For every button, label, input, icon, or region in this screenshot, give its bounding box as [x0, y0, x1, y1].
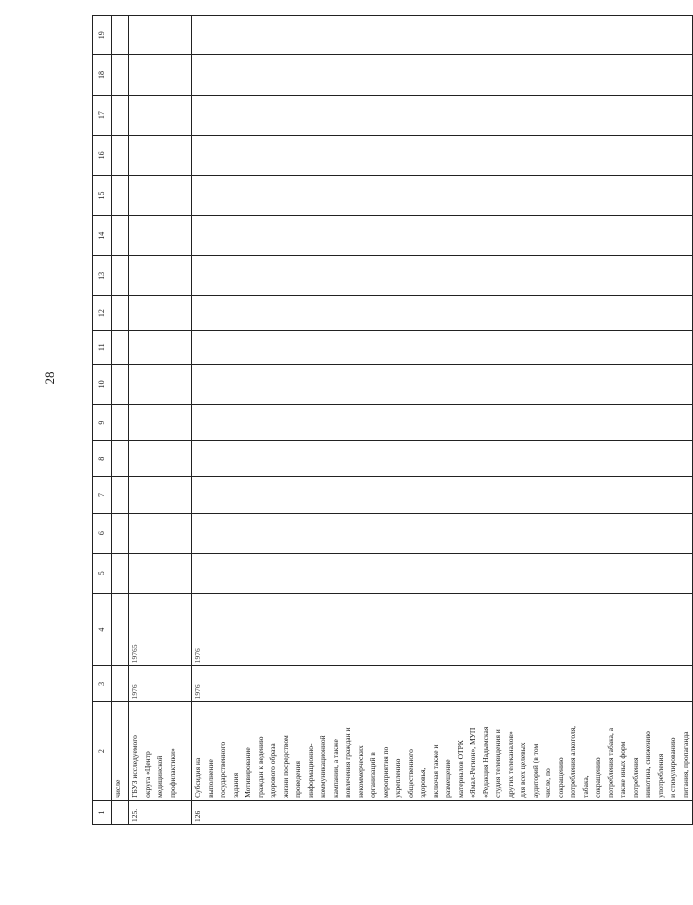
table-cell — [192, 441, 693, 477]
table-cell — [129, 330, 192, 364]
row-name-line: Субсидия на — [193, 757, 202, 798]
row-name-line: включая также и — [430, 744, 440, 798]
value-col3: 1976 — [192, 666, 693, 702]
row-name-line: вовлечения граждан и — [343, 727, 352, 798]
table-cell — [129, 441, 192, 477]
row-name-line: государственного — [218, 741, 227, 798]
col-number: 13 — [93, 256, 112, 296]
col-number: 15 — [93, 175, 112, 215]
table-cell — [129, 553, 192, 593]
col-number: 10 — [93, 364, 112, 404]
row-name-line: мероприятия по — [380, 746, 390, 798]
row-name-line: некоммерческих — [355, 745, 365, 798]
row-name-line: числе, по — [543, 768, 552, 798]
table-cell — [192, 513, 693, 553]
row-name-line: аудиторий (в том — [530, 743, 540, 798]
row-name-line: здоровья, — [418, 767, 427, 798]
table-cell — [112, 553, 129, 593]
row-name-line: питания, пропаганда — [680, 731, 690, 798]
row-name-line: организаций в — [368, 752, 377, 798]
name-continuation: числе — [112, 702, 129, 800]
budget-table-sheet — [92, 15, 690, 825]
table-cell — [112, 593, 129, 665]
row-name-line: потребления — [630, 757, 640, 798]
table-cell — [192, 296, 693, 330]
row-name-line: и стимулированию — [668, 737, 677, 798]
row-name-line: округа «Центр — [142, 751, 152, 798]
col-number: 9 — [93, 405, 112, 441]
row-name-line: «Ямал-Регион», МУП — [468, 727, 477, 798]
row-name-line: Мотивирование — [243, 747, 252, 798]
row-name-line: размещение — [443, 759, 452, 798]
table-cell — [112, 800, 129, 824]
table-cell — [112, 441, 129, 477]
row-name-line: выполнение — [205, 759, 215, 798]
table-row — [192, 16, 693, 825]
col-number: 14 — [93, 216, 112, 256]
table-cell — [192, 135, 693, 175]
table-cell — [192, 175, 693, 215]
col-number: 1 — [93, 800, 112, 824]
table-cell — [112, 256, 129, 296]
table-cell — [112, 364, 129, 404]
table-cell — [129, 405, 192, 441]
table-cell — [112, 135, 129, 175]
col-number: 7 — [93, 477, 112, 513]
row-name-line: студия телевидения и — [493, 729, 502, 798]
row-name — [192, 702, 693, 800]
row-name-line: граждан к ведению — [255, 736, 265, 798]
col-number: 8 — [93, 441, 112, 477]
row-name-line: укреплению — [393, 758, 402, 798]
row-name-line: проведения — [293, 761, 302, 798]
row-name-line: общественного — [405, 749, 415, 798]
page-number: 28 — [42, 371, 57, 385]
row-name-line: для всех целевых — [518, 742, 527, 798]
table-cell — [112, 330, 129, 364]
table-cell — [112, 16, 129, 55]
table-cell — [192, 216, 693, 256]
table-cell — [112, 666, 129, 702]
row-name-line: никотина, снижению — [643, 731, 652, 798]
table-cell — [192, 256, 693, 296]
table-cell — [112, 513, 129, 553]
table-cell — [192, 364, 693, 404]
row-name-line: коммуникационной — [318, 735, 327, 798]
row-name-line: материалов ОТРК — [455, 740, 465, 798]
table-cell — [192, 55, 693, 95]
table-cell — [112, 175, 129, 215]
row-number: 126 — [192, 800, 693, 824]
col-number: 16 — [93, 135, 112, 175]
row-name-line: также иных форм — [618, 741, 627, 798]
row-name-line: здорового образа — [268, 743, 277, 798]
col-number: 5 — [93, 553, 112, 593]
row-name-line: других телеканалов» — [505, 731, 515, 798]
table-cell — [129, 513, 192, 553]
col-number: 2 — [93, 702, 112, 800]
row-name-line: употребления — [655, 753, 665, 798]
row-name-line: профилактики» — [167, 748, 177, 798]
table-cell — [192, 16, 693, 55]
table-cell — [129, 216, 192, 256]
row-name — [129, 702, 192, 800]
row-name-line: информационно- — [305, 743, 315, 798]
col-number: 4 — [93, 593, 112, 665]
row-name-line: жизни посредством — [280, 735, 290, 798]
table-cell — [112, 95, 129, 135]
col-number: 12 — [93, 296, 112, 330]
budget-table — [92, 15, 693, 825]
col-number: 6 — [93, 513, 112, 553]
row-name-line: ГБУЗ исследуемого — [130, 735, 139, 798]
row-name-line: кампании, а также — [330, 739, 340, 798]
table-cell — [192, 330, 693, 364]
row-name-line: потребления алкоголя, — [568, 725, 577, 798]
table-cell — [112, 55, 129, 95]
col-number: 11 — [93, 330, 112, 364]
col-number: 19 — [93, 16, 112, 55]
table-cell — [192, 553, 693, 593]
row-number: 125. — [129, 800, 192, 824]
value-col4: 19765 — [129, 593, 192, 665]
rotated-page-area — [92, 15, 690, 825]
value-col4: 1976 — [192, 593, 693, 665]
table-row — [129, 16, 192, 825]
table-cell — [129, 16, 192, 55]
col-number: 3 — [93, 666, 112, 702]
table-cell — [129, 95, 192, 135]
table-cell — [129, 477, 192, 513]
table-cell — [192, 477, 693, 513]
col-number: 18 — [93, 55, 112, 95]
row-name-line: задания — [230, 772, 240, 798]
row-name-line: «Редакция Надымская — [480, 726, 490, 798]
table-cell — [129, 175, 192, 215]
row-name-line: потребления табака, а — [605, 727, 615, 798]
row-name-line: медицинской — [155, 755, 164, 798]
table-cell — [129, 256, 192, 296]
table-row — [112, 16, 129, 825]
value-col3: 1976 — [129, 666, 192, 702]
row-name-line: табака, — [580, 775, 590, 798]
table-cell — [112, 477, 129, 513]
table-cell — [129, 364, 192, 404]
col-number: 17 — [93, 95, 112, 135]
table-cell — [192, 405, 693, 441]
table-cell — [192, 95, 693, 135]
table-cell — [112, 216, 129, 256]
row-name-line: сокращению — [555, 757, 565, 798]
column-number-row — [93, 16, 112, 825]
row-name-line: сокращению — [593, 757, 602, 798]
table-cell — [129, 135, 192, 175]
table-cell — [129, 55, 192, 95]
table-cell — [129, 296, 192, 330]
table-cell — [112, 296, 129, 330]
table-cell — [112, 405, 129, 441]
